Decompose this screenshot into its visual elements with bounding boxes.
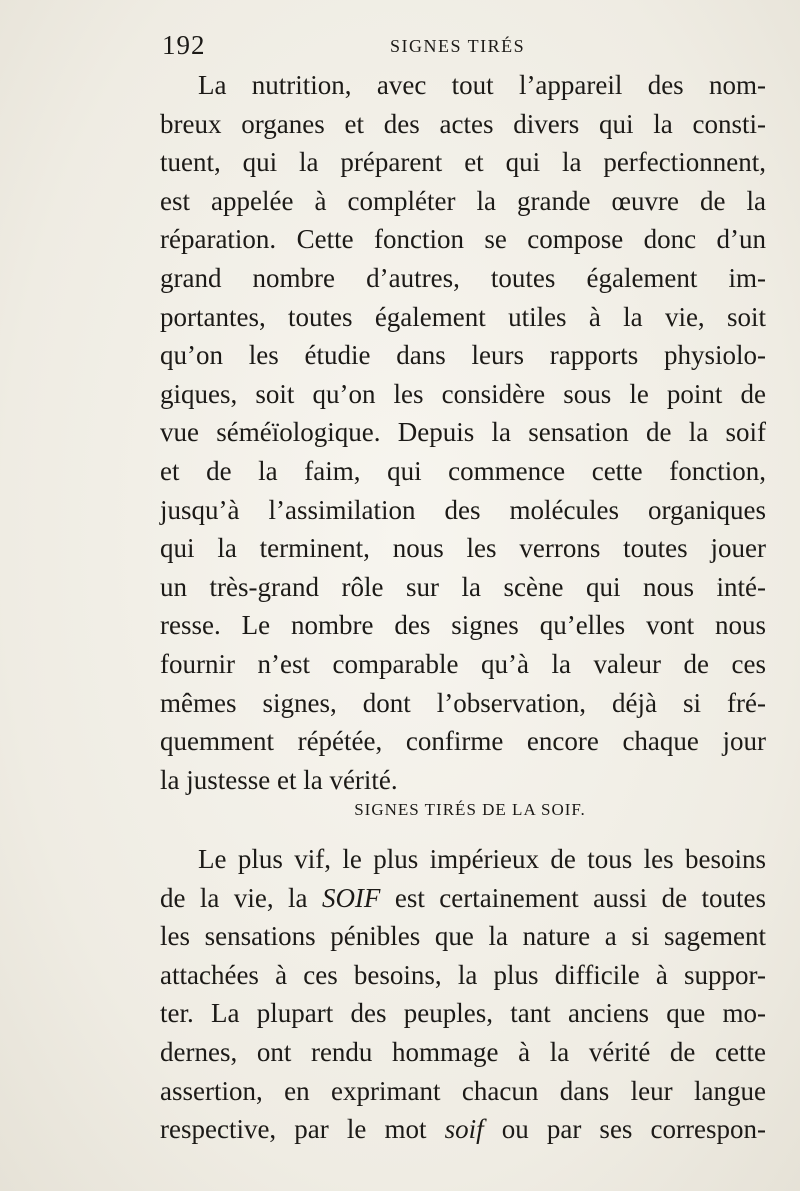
text-line: resse. Le nombre des signes qu’elles vont nous — [160, 610, 766, 641]
text-line: grand nombre d’autres, toutes également im- — [160, 262, 766, 293]
text-line: dernes, ont rendu hommage à la vérité de cette — [160, 1036, 766, 1067]
text-line: portantes, toutes également utiles à la vie, soit — [160, 301, 766, 332]
page-number: 192 — [162, 30, 206, 60]
paragraph-soif — [160, 840, 766, 1149]
running-head: SIGNES TIRÉS — [390, 36, 526, 56]
text-segment: ou par ses correspon- — [483, 1114, 766, 1145]
text-line: attachées à ces besoins, la plus difficile à suppor- — [160, 959, 766, 990]
text-segment: de la vie, la — [160, 882, 322, 913]
text-line: réparation. Cette fonction se compose donc d’un — [160, 224, 766, 255]
text-line: jusqu’à l’assimilation des molécules organiques — [160, 494, 766, 525]
page-header — [160, 30, 760, 64]
text-segment: est certainement aussi de toutes — [380, 882, 766, 913]
paragraph-nutrition — [160, 66, 766, 799]
text-line: fournir n’est comparable qu’à la valeur de ces — [160, 648, 766, 679]
text-line — [160, 879, 766, 918]
text-line: assertion, en exprimant chacun dans leur langue — [160, 1075, 766, 1106]
text-segment: respective, par le mot — [160, 1114, 445, 1145]
text-line: les sensations pénibles que la nature a si sagement — [160, 921, 766, 952]
text-line: tuent, qui la préparent et qui la perfectionnent, — [160, 147, 766, 178]
text-line: ter. La plupart des peuples, tant anciens que mo- — [160, 998, 766, 1029]
text-line: qui la terminent, nous les verrons toutes jouer — [160, 533, 766, 564]
text-line: giques, soit qu’on les considère sous le point de — [160, 378, 766, 409]
text-line: breux organes et des actes divers qui la consti- — [160, 108, 766, 139]
text-line — [160, 1110, 766, 1149]
text-line: quemment répétée, confirme encore chaque jour — [160, 726, 766, 757]
section-title: SIGNES TIRÉS DE LA SOIF. — [354, 800, 586, 819]
text-line: est appelée à compléter la grande œuvre de la — [160, 185, 766, 216]
italic-term: SOIF — [321, 882, 381, 913]
text-line: la justesse et la vérité. — [160, 764, 398, 795]
text-line: mêmes signes, dont l’observation, déjà si fré- — [160, 687, 766, 718]
text-line: vue séméïologique. Depuis la sensation de la soif — [160, 417, 766, 448]
text-line: et de la faim, qui commence cette fonction, — [160, 455, 766, 486]
text-line: qu’on les étudie dans leurs rapports physiolo- — [160, 340, 766, 371]
text-line: Le plus vif, le plus impérieux de tous les besoins — [198, 844, 766, 874]
italic-term: soif — [444, 1114, 484, 1145]
text-line: La nutrition, avec tout l’appareil des nom- — [198, 70, 766, 100]
text-line: un très-grand rôle sur la scène qui nous inté- — [160, 571, 766, 602]
